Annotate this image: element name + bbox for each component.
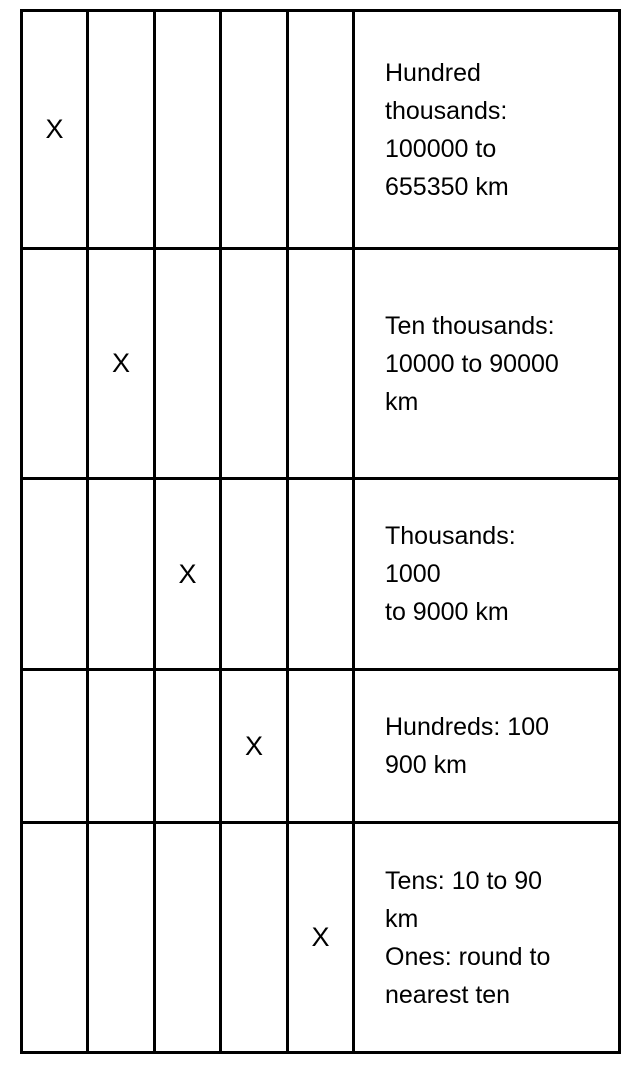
range-label: Tens: 10 to 90 km Ones: round to nearest ten [354, 823, 620, 1053]
mark-cell [155, 823, 221, 1053]
grid-row [22, 479, 620, 670]
mark-cell [221, 823, 288, 1053]
grid-row [22, 823, 620, 1053]
mark-cell [155, 249, 221, 479]
range-label: Thousands: 1000 to 9000 km [354, 479, 620, 670]
mark-cell [288, 823, 354, 1053]
range-label: Hundred thousands: 100000 to 655350 km [354, 11, 620, 249]
mark-cell [288, 249, 354, 479]
mark-cell [155, 11, 221, 249]
mark-cell [221, 479, 288, 670]
grid-row [22, 11, 620, 249]
mark-cell [221, 11, 288, 249]
mark-cell [22, 11, 88, 249]
x-mark: X [311, 922, 330, 952]
mark-cell [221, 249, 288, 479]
mark-cell [88, 249, 155, 479]
mark-cell [22, 670, 88, 823]
mark-cell [221, 670, 288, 823]
grid-body [22, 11, 620, 1053]
x-mark: X [45, 114, 64, 144]
mark-cell [288, 11, 354, 249]
mark-cell [288, 479, 354, 670]
x-mark: X [244, 730, 263, 761]
mark-cell [88, 823, 155, 1053]
mark-cell [88, 479, 155, 670]
mark-cell [22, 479, 88, 670]
grid-row [22, 249, 620, 479]
mark-cell [288, 670, 354, 823]
range-label: Ten thousands: 10000 to 90000 km [354, 249, 620, 479]
mark-cell [88, 670, 155, 823]
x-mark: X [111, 348, 130, 378]
x-mark: X [178, 558, 197, 589]
place-value-grid [20, 9, 621, 1054]
mark-cell [88, 11, 155, 249]
range-label: Hundreds: 100 900 km [354, 670, 620, 823]
grid-row [22, 670, 620, 823]
mark-cell [155, 670, 221, 823]
mark-cell [22, 823, 88, 1053]
mark-cell [155, 479, 221, 670]
mark-cell [22, 249, 88, 479]
